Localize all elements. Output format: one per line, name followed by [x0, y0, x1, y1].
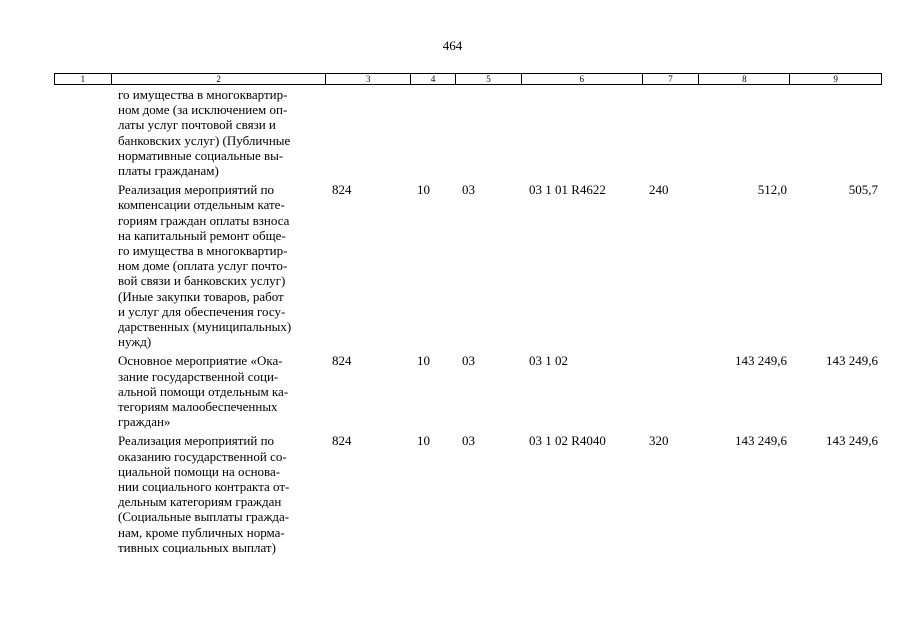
- cell-ministry-code: [326, 87, 411, 178]
- column-header-2: 2: [112, 74, 326, 84]
- cell-target-article: [522, 87, 643, 178]
- cell-section: [411, 87, 456, 178]
- table-row: [54, 353, 882, 429]
- table-body: [54, 87, 882, 555]
- column-header-9: 9: [833, 74, 838, 84]
- cell-target-article: 03 1 01 R4622: [529, 182, 606, 198]
- cell-name: Основное мероприятие «Ока- зание государственной соци- альной помощи отдельным ка- тегориям малообеспеченных граждан»: [118, 353, 289, 430]
- cell-subsection: [456, 87, 522, 178]
- cell-amount-1: [700, 87, 791, 178]
- column-header-4: 4: [411, 74, 456, 84]
- cell-col1: [54, 182, 111, 349]
- cell-expense-type: 320: [649, 433, 669, 449]
- cell-name: Реализация мероприятий по оказанию государственной со- циальной помощи на основа- нии социального контракта от- дельным категориям граждан (Социальные выплаты гражда- нам, кроме публичных норма- тивных социальных выплат): [118, 433, 290, 555]
- cell-target-article: 03 1 02 R4040: [529, 433, 606, 449]
- cell-name: Реализация мероприятий по компенсации отдельным кате- гориям граждан оплаты взноса на капитальный ремонт обще- го имущества в многоквартир- ном доме (оплата услуг почто- вой связи и банковских услуг) (Иные закупки товаров, работ и услуг для обеспечения госу- дарственных (муниципальных) нужд): [118, 182, 292, 350]
- cell-amount-2: 143 249,6: [826, 433, 878, 449]
- cell-amount-2: 505,7: [848, 182, 878, 198]
- cell-amount-1: 512,0: [757, 182, 787, 198]
- table-row: [54, 87, 882, 178]
- cell-amount-1: 143 249,6: [735, 353, 787, 369]
- cell-expense-type: [643, 353, 700, 429]
- cell-subsection: 03: [462, 433, 475, 449]
- cell-name: го имущества в многоквартир- ном доме (за исключением оп- латы услуг почтовой связи и банковских услуг) (Публичные нормативные социальные вы- платы гражданам): [118, 87, 291, 179]
- cell-ministry-code: 824: [332, 353, 352, 369]
- cell-col1: [54, 87, 111, 178]
- cell-section: 10: [417, 433, 430, 449]
- cell-target-article: 03 1 02: [529, 353, 568, 369]
- cell-subsection: 03: [462, 182, 475, 198]
- column-header-3: 3: [326, 74, 411, 84]
- page-number: 464: [442, 38, 463, 53]
- cell-ministry-code: 824: [332, 182, 352, 198]
- cell-ministry-code: 824: [332, 433, 352, 449]
- cell-amount-2: 143 249,6: [826, 353, 878, 369]
- table-header-row: [54, 73, 882, 85]
- cell-expense-type: 240: [649, 182, 669, 198]
- column-header-5: 5: [456, 74, 522, 84]
- table-row: [54, 433, 882, 555]
- budget-table: [54, 73, 882, 555]
- cell-col1: [54, 433, 111, 555]
- cell-amount-1: 143 249,6: [735, 433, 787, 449]
- cell-subsection: 03: [462, 353, 475, 369]
- cell-amount-2: [791, 87, 882, 178]
- cell-section: 10: [417, 182, 430, 198]
- column-header-7: 7: [643, 74, 700, 84]
- column-header-6: 6: [522, 74, 643, 84]
- column-header-1: 1: [55, 74, 112, 84]
- cell-section: 10: [417, 353, 430, 369]
- cell-col1: [54, 353, 111, 429]
- cell-expense-type: [643, 87, 700, 178]
- column-header-8: 8: [699, 74, 790, 84]
- table-row: [54, 182, 882, 349]
